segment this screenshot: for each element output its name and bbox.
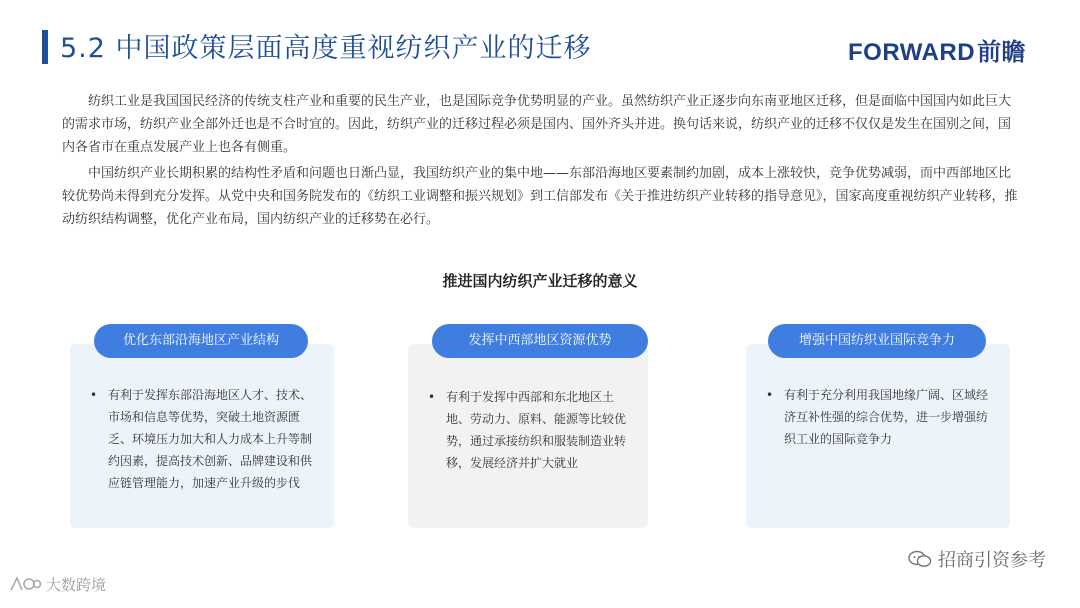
logo-latin-text: FORWARD <box>848 39 976 66</box>
card-international <box>746 344 1010 528</box>
intro-paragraph-1: 纺织工业是我国国民经济的传统支柱产业和重要的民生产业，也是国际竞争优势明显的产业。虽然纺织产业正逐步向东南亚地区迁移，但是面临中国国内如此巨大的需求市场，纺织产业全部外迁也是不合时宜的。因此，纺织产业的迁移过程必须是国内、国外齐头并进。换句话来说，纺织产业的迁移不仅仅是发生在国别之间，国内各省市在重点发展产业上也各有侧重。 <box>62 94 1012 155</box>
card-bullet-list <box>766 384 992 450</box>
card-bullet-item: • 有利于发挥中西部和东北地区土地、劳动力、原料、能源等比较优势，通过承接纺织和服装制造业转移，发展经济并扩大就业 <box>428 386 630 474</box>
forward-logo <box>848 32 1026 67</box>
wechat-icon <box>908 550 932 568</box>
bottom-left-brand-name: 大数跨境 <box>46 576 107 594</box>
title-accent-bar <box>42 30 48 64</box>
card-heading-east-coast: 优化东部沿海地区产业结构 <box>94 324 308 358</box>
card-bullet-item: • 有利于发挥东部沿海地区人才、技术、市场和信息等优势，突破土地资源匮乏、环境压力加大和人力成本上升等制约因素，提高技术创新、品牌建设和供应链管理能力，加速产业升级的步伐 <box>90 384 316 494</box>
wechat-footer <box>908 546 1046 572</box>
card-heading-central-west: 发挥中西部地区资源优势 <box>432 324 648 358</box>
brand-logo-icon <box>8 575 42 593</box>
card-bullet-list <box>428 386 630 474</box>
section-title: 推进国内纺织产业迁移的意义 <box>442 272 638 290</box>
wechat-account-name: 招商引资参考 <box>938 550 1046 571</box>
card-bullet-item: • 有利于充分利用我国地缘广阔、区域经济互补性强的综合优势，进一步增强纺织工业的国际竞争力 <box>766 384 992 450</box>
card-bullet-list <box>90 384 316 494</box>
card-heading-international: 增强中国纺织业国际竞争力 <box>768 324 986 358</box>
page-title: 5.2 中国政策层面高度重视纺织产业的迁移 <box>60 33 592 64</box>
bottom-left-brand <box>8 574 106 595</box>
logo-chinese-text: 前瞻 <box>977 39 1027 66</box>
intro-paragraph-2: 中国纺织产业长期积累的结构性矛盾和问题也日渐凸显，我国纺织产业的集中地——东部沿海地区要素制约加剧，成本上涨较快，竞争优势减弱，而中西部地区比较优势尚未得到充分发挥。从党中央和国务院发布的《纺织工业调整和振兴规划》到工信部发布《关于推进纺织产业转移的指导意见》，国家高度重视纺织产业转移，推动纺织结构调整，优化产业布局，国内纺织产业的迁移势在必行。 <box>62 166 1018 227</box>
card-central-west <box>408 344 648 528</box>
card-east-coast <box>70 344 334 528</box>
